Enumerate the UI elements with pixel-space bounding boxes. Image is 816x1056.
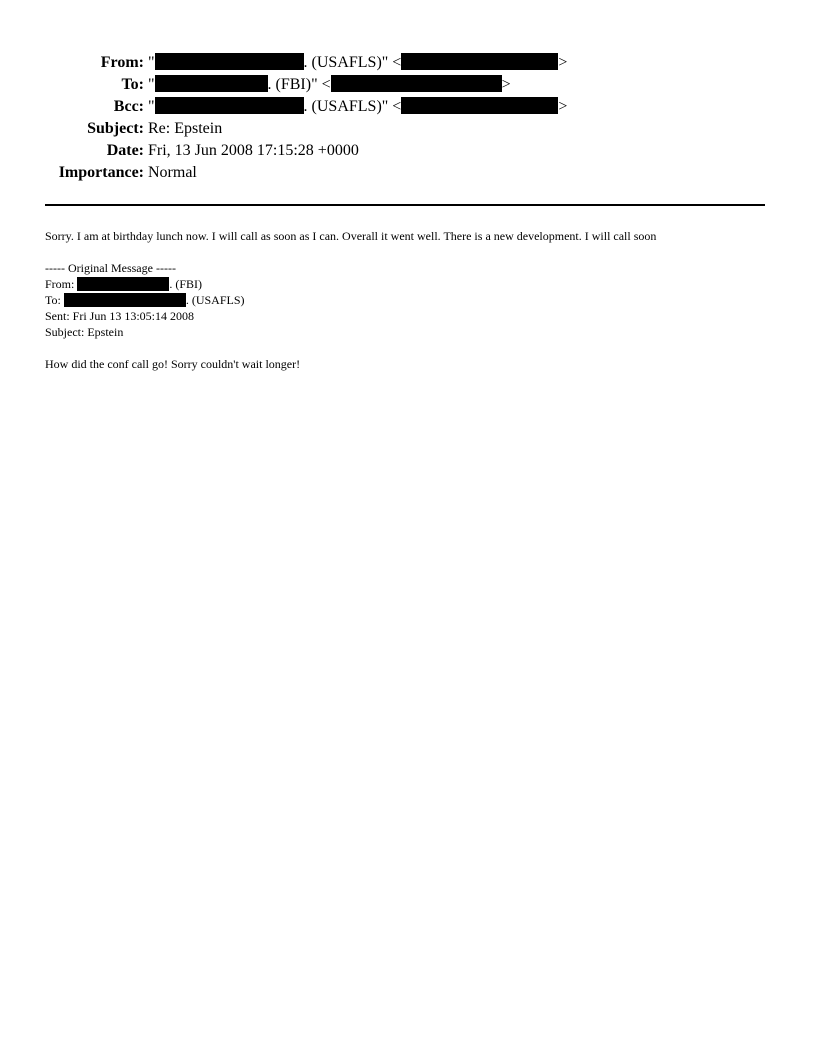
importance-label: Importance: — [58, 164, 144, 181]
importance-value: Normal — [148, 164, 197, 181]
from-quote-open: " — [148, 54, 155, 71]
subject-label: Subject: — [87, 120, 144, 137]
to-row — [0, 74, 816, 96]
reply-text: Sorry. I am at birthday lunch now. I will call as soon as I can. Overall it went well. There is a new development. I will call soon — [45, 229, 657, 243]
date-label: Date: — [106, 142, 144, 159]
bcc-label: Bcc: — [113, 98, 144, 115]
original-from-label: From: — [45, 277, 78, 291]
to-value — [148, 74, 511, 96]
original-to-org: . (USAFLS) — [185, 293, 245, 307]
original-subject-line: Subject: Epstein — [45, 325, 124, 339]
bcc-bracket-close: > — [558, 98, 568, 115]
redacted-sender-name — [155, 53, 304, 70]
to-quote-open: " — [148, 76, 155, 93]
email-header — [0, 52, 816, 184]
to-label: To: — [121, 76, 144, 93]
bcc-row — [0, 96, 816, 118]
to-org: . (FBI)" < — [267, 76, 331, 93]
from-label: From: — [100, 54, 144, 71]
original-to-label: To: — [45, 293, 64, 307]
redacted-bcc-name — [155, 97, 304, 114]
date-row — [0, 140, 816, 162]
original-sent-line: Sent: Fri Jun 13 13:05:14 2008 — [45, 309, 195, 323]
date-value: Fri, 13 Jun 2008 17:15:28 +0000 — [148, 142, 359, 159]
original-to-line — [45, 292, 785, 308]
spacer — [45, 340, 785, 356]
from-org: . (USAFLS)" < — [303, 54, 402, 71]
redacted-sender-email — [401, 53, 558, 70]
redacted-original-recipient — [64, 293, 186, 307]
spacer — [45, 244, 785, 260]
redacted-recipient-email — [331, 75, 502, 92]
bcc-value — [148, 96, 567, 118]
subject-row — [0, 118, 816, 140]
redacted-recipient-name — [155, 75, 268, 92]
subject-value: Re: Epstein — [148, 120, 223, 137]
original-body-text: How did the conf call go! Sorry couldn't wait longer! — [45, 357, 301, 371]
redacted-original-sender — [77, 277, 169, 291]
bcc-org: . (USAFLS)" < — [303, 98, 402, 115]
original-from-org: . (FBI) — [169, 277, 203, 291]
original-message-divider: ----- Original Message ----- — [45, 261, 176, 275]
from-row — [0, 52, 816, 74]
from-bracket-close: > — [558, 54, 568, 71]
importance-row — [0, 162, 816, 184]
to-bracket-close: > — [501, 76, 511, 93]
redacted-bcc-email — [401, 97, 558, 114]
bcc-quote-open: " — [148, 98, 155, 115]
header-divider — [45, 204, 765, 206]
original-from-line — [45, 276, 785, 292]
message-body — [45, 228, 785, 372]
from-value — [148, 52, 567, 74]
